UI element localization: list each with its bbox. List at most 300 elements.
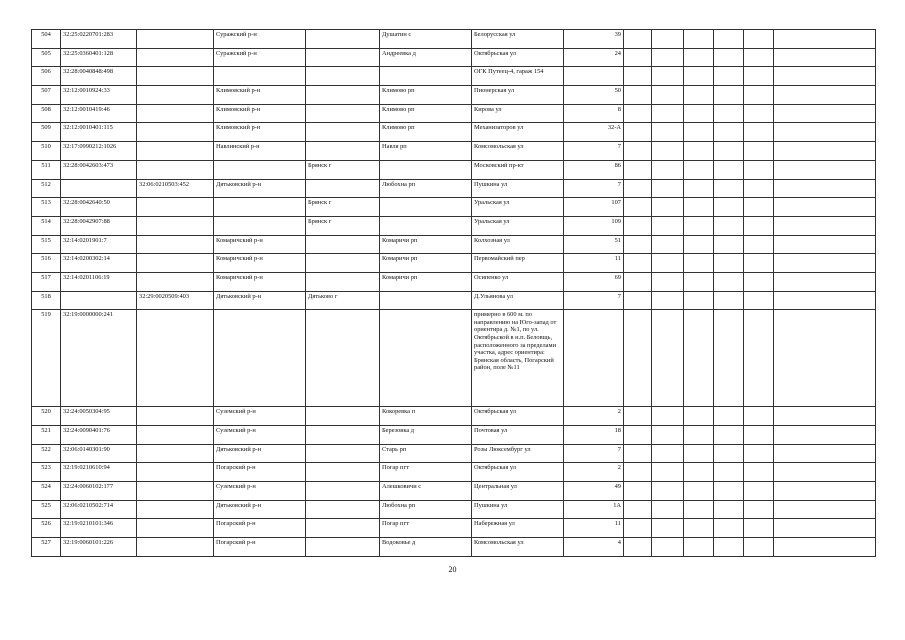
empty-cell [684,291,714,310]
empty-cell [774,482,876,501]
street-cell: Почтовая ул [472,426,564,445]
cadastral-number-alt-cell [137,86,214,105]
empty-cell [652,142,684,161]
row-number-cell: 506 [32,67,61,86]
empty-cell [744,216,774,235]
table-row [32,426,876,445]
locality-cell: Погар пгт [380,519,472,538]
house-number-cell: 11 [564,519,624,538]
table-row [32,235,876,254]
page-number: 20 [448,565,457,574]
empty-cell [624,538,652,557]
house-number-cell: 107 [564,198,624,217]
district-cell: Климовский р-н [214,123,306,142]
empty-cell [652,198,684,217]
city-cell: Брянск г [306,216,380,235]
row-number-cell: 518 [32,291,61,310]
empty-cell [714,407,744,426]
district-cell: Дятьковский р-н [214,179,306,198]
empty-cell [774,310,876,407]
cadastral-number-cell: 32:24:0050304:95 [61,407,137,426]
empty-cell [624,142,652,161]
house-number-cell: 1А [564,500,624,519]
empty-cell [684,444,714,463]
street-cell: примерно в 600 м. по направлению на Юго-запад от ориентира д. №1, по ул. Октябрьской в н.п. Беловщь, расположенного за пределами участка, адрес ориентира: Брянская область, Погарский район, поле №11 [472,310,564,407]
empty-cell [744,142,774,161]
empty-cell [684,500,714,519]
empty-cell [652,291,684,310]
empty-cell [744,179,774,198]
district-cell: Суражский р-н [214,30,306,49]
locality-cell: Душатин с [380,30,472,49]
house-number-cell: 2 [564,407,624,426]
house-number-cell: 69 [564,272,624,291]
city-cell [306,235,380,254]
street-cell: Центральная ул [472,482,564,501]
row-number-cell: 509 [32,123,61,142]
empty-cell [744,67,774,86]
empty-cell [652,254,684,273]
street-cell: Белорусская ул [472,30,564,49]
locality-cell [380,310,472,407]
locality-cell [380,216,472,235]
cadastral-number-alt-cell [137,482,214,501]
empty-cell [652,235,684,254]
cadastral-number-cell: 32:28:0042603:473 [61,160,137,179]
empty-cell [774,463,876,482]
cadastral-number-cell: 32:06:0210502:714 [61,500,137,519]
cadastral-number-alt-cell [137,254,214,273]
cadastral-number-alt-cell: 32:29:0020509:403 [137,291,214,310]
cadastral-number-cell: 32:12:0010401:115 [61,123,137,142]
empty-cell [774,30,876,49]
empty-cell [744,254,774,273]
empty-cell [652,310,684,407]
empty-cell [714,519,744,538]
empty-cell [774,254,876,273]
row-number-cell: 525 [32,500,61,519]
city-cell [306,104,380,123]
street-cell: Кирова ул [472,104,564,123]
empty-cell [714,30,744,49]
cadastral-number-alt-cell [137,104,214,123]
empty-cell [652,179,684,198]
empty-cell [744,30,774,49]
empty-cell [684,216,714,235]
empty-cell [744,272,774,291]
empty-cell [684,482,714,501]
table-row [32,48,876,67]
empty-cell [774,444,876,463]
cadastral-number-cell: 32:17:0990212:1026 [61,142,137,161]
empty-cell [624,291,652,310]
cadastral-number-alt-cell [137,67,214,86]
empty-cell [774,426,876,445]
empty-cell [652,482,684,501]
row-number-cell: 515 [32,235,61,254]
locality-cell: Березовка д [380,426,472,445]
city-cell [306,407,380,426]
empty-cell [774,235,876,254]
empty-cell [714,291,744,310]
empty-cell [684,426,714,445]
empty-cell [714,463,744,482]
locality-cell [380,291,472,310]
cadastral-number-alt-cell [137,216,214,235]
row-number-cell: 526 [32,519,61,538]
empty-cell [624,254,652,273]
cadastral-number-alt-cell [137,500,214,519]
row-number-cell: 517 [32,272,61,291]
district-cell: Комаричский р-н [214,235,306,254]
cadastral-number-cell: 32:28:0042640:50 [61,198,137,217]
city-cell [306,272,380,291]
street-cell: Набережная ул [472,519,564,538]
empty-cell [624,160,652,179]
cadastral-number-cell: 32:28:0042907:88 [61,216,137,235]
cadastral-number-cell: 32:14:0201901:7 [61,235,137,254]
district-cell: Суражский р-н [214,48,306,67]
row-number-cell: 522 [32,444,61,463]
house-number-cell: 11 [564,254,624,273]
row-number-cell: 504 [32,30,61,49]
cadastral-number-alt-cell [137,310,214,407]
locality-cell: Климово рп [380,104,472,123]
city-cell: Брянск г [306,198,380,217]
cadastral-number-alt-cell [137,272,214,291]
street-cell: Розы Люксембург ул [472,444,564,463]
cadastral-number-alt-cell [137,519,214,538]
house-number-cell: 39 [564,30,624,49]
empty-cell [624,123,652,142]
empty-cell [714,123,744,142]
empty-cell [774,272,876,291]
empty-cell [744,310,774,407]
city-cell [306,254,380,273]
city-cell [306,48,380,67]
city-cell [306,538,380,557]
cadastral-number-alt-cell [137,160,214,179]
cadastral-number-cell: 32:28:0040848:498 [61,67,137,86]
city-cell: Брянск г [306,160,380,179]
city-cell [306,86,380,105]
locality-cell: Любохна рп [380,500,472,519]
city-cell [306,463,380,482]
district-cell: Погарский р-н [214,538,306,557]
empty-cell [774,67,876,86]
house-number-cell: 4 [564,538,624,557]
locality-cell: Комаричи рп [380,235,472,254]
empty-cell [684,160,714,179]
locality-cell [380,198,472,217]
city-cell [306,482,380,501]
empty-cell [714,48,744,67]
empty-cell [624,48,652,67]
house-number-cell: 7 [564,444,624,463]
empty-cell [714,272,744,291]
house-number-cell: 109 [564,216,624,235]
locality-cell: Климово рп [380,123,472,142]
house-number-cell [564,310,624,407]
table-row [32,216,876,235]
empty-cell [744,463,774,482]
empty-cell [624,407,652,426]
empty-cell [624,463,652,482]
city-cell [306,500,380,519]
registry-table [31,29,876,557]
empty-cell [744,291,774,310]
cadastral-number-alt-cell [137,198,214,217]
district-cell: Климовский р-н [214,104,306,123]
row-number-cell: 527 [32,538,61,557]
empty-cell [684,86,714,105]
table-row [32,123,876,142]
cadastral-number-cell: 32:19:0060101:226 [61,538,137,557]
empty-cell [684,123,714,142]
table-row [32,160,876,179]
street-cell: Пушкина ул [472,500,564,519]
district-cell [214,67,306,86]
empty-cell [652,30,684,49]
cadastral-number-alt-cell [137,407,214,426]
cadastral-number-alt-cell [137,48,214,67]
street-cell: Октябрьская ул [472,48,564,67]
table-body [32,30,876,557]
house-number-cell [564,67,624,86]
empty-cell [774,538,876,557]
empty-cell [774,407,876,426]
cadastral-number-cell: 32:14:0201106:19 [61,272,137,291]
district-cell: Климовский р-н [214,86,306,105]
street-cell: Колхозная ул [472,235,564,254]
empty-cell [684,463,714,482]
empty-cell [714,216,744,235]
empty-cell [714,160,744,179]
empty-cell [714,426,744,445]
district-cell [214,198,306,217]
locality-cell: Навля рп [380,142,472,161]
empty-cell [774,519,876,538]
city-cell [306,310,380,407]
empty-cell [652,104,684,123]
cadastral-number-cell: 32:14:0200302:14 [61,254,137,273]
empty-cell [774,216,876,235]
cadastral-number-alt-cell [137,444,214,463]
city-cell [306,519,380,538]
empty-cell [652,86,684,105]
row-number-cell: 514 [32,216,61,235]
empty-cell [652,272,684,291]
house-number-cell: 7 [564,179,624,198]
cadastral-number-cell: 32:06:0140301:90 [61,444,137,463]
cadastral-number-cell: 32:25:0360401:128 [61,48,137,67]
empty-cell [624,104,652,123]
city-cell [306,142,380,161]
table-row [32,179,876,198]
empty-cell [774,86,876,105]
city-cell [306,426,380,445]
empty-cell [624,482,652,501]
house-number-cell: 24 [564,48,624,67]
empty-cell [652,407,684,426]
empty-cell [652,538,684,557]
empty-cell [684,198,714,217]
table-row [32,519,876,538]
table-row [32,104,876,123]
empty-cell [714,310,744,407]
empty-cell [652,160,684,179]
empty-cell [714,104,744,123]
district-cell: Погарский р-н [214,519,306,538]
empty-cell [624,179,652,198]
table-row [32,444,876,463]
empty-cell [652,123,684,142]
house-number-cell: 18 [564,426,624,445]
street-cell: Пушкина ул [472,179,564,198]
district-cell: Суземский р-н [214,407,306,426]
house-number-cell: 50 [564,86,624,105]
cadastral-number-alt-cell [137,463,214,482]
locality-cell: Алешковичи с [380,482,472,501]
city-cell [306,30,380,49]
empty-cell [684,48,714,67]
district-cell: Комаричский р-н [214,272,306,291]
table-row [32,482,876,501]
house-number-cell: 86 [564,160,624,179]
empty-cell [624,235,652,254]
empty-cell [744,482,774,501]
row-number-cell: 513 [32,198,61,217]
street-cell: Д.Ульянова ул [472,291,564,310]
locality-cell [380,67,472,86]
district-cell: Дятьковский р-н [214,291,306,310]
empty-cell [652,426,684,445]
cadastral-number-cell: 32:24:0090401:76 [61,426,137,445]
empty-cell [684,254,714,273]
cadastral-number-alt-cell [137,142,214,161]
cadastral-number-alt-cell: 32:06:0210503:452 [137,179,214,198]
district-cell [214,216,306,235]
district-cell: Дятьковский р-н [214,444,306,463]
house-number-cell: 7 [564,142,624,161]
house-number-cell: 51 [564,235,624,254]
empty-cell [774,104,876,123]
house-number-cell: 49 [564,482,624,501]
street-cell: Уральская ул [472,216,564,235]
row-number-cell: 511 [32,160,61,179]
locality-cell: Кокоревка п [380,407,472,426]
empty-cell [684,235,714,254]
table-row [32,538,876,557]
empty-cell [624,216,652,235]
empty-cell [744,104,774,123]
empty-cell [744,198,774,217]
table-row [32,500,876,519]
street-cell: Уральская ул [472,198,564,217]
empty-cell [714,254,744,273]
empty-cell [652,216,684,235]
cadastral-number-cell: 32:19:0210101:346 [61,519,137,538]
district-cell: Навлинский р-н [214,142,306,161]
empty-cell [652,463,684,482]
empty-cell [744,444,774,463]
row-number-cell: 508 [32,104,61,123]
street-cell: Комсомольская ул [472,538,564,557]
empty-cell [744,160,774,179]
cadastral-number-cell [61,179,137,198]
cadastral-number-alt-cell [137,426,214,445]
empty-cell [714,67,744,86]
district-cell: Суземский р-н [214,482,306,501]
empty-cell [744,426,774,445]
locality-cell: Водоковье д [380,538,472,557]
city-cell [306,444,380,463]
table-row [32,142,876,161]
table-row [32,463,876,482]
street-cell: Октябрьская ул [472,463,564,482]
locality-cell [380,160,472,179]
row-number-cell: 516 [32,254,61,273]
table-row [32,291,876,310]
empty-cell [684,30,714,49]
street-cell: Октябрьская ул [472,407,564,426]
empty-cell [652,519,684,538]
empty-cell [684,272,714,291]
empty-cell [744,519,774,538]
empty-cell [774,160,876,179]
cadastral-number-cell: 32:12:0010924:33 [61,86,137,105]
empty-cell [624,272,652,291]
empty-cell [624,30,652,49]
empty-cell [744,500,774,519]
district-cell: Комаричский р-н [214,254,306,273]
table-row [32,198,876,217]
empty-cell [774,198,876,217]
empty-cell [624,500,652,519]
empty-cell [744,86,774,105]
cadastral-number-alt-cell [137,538,214,557]
empty-cell [684,104,714,123]
empty-cell [684,179,714,198]
table-row [32,407,876,426]
city-cell: Дятьково г [306,291,380,310]
cadastral-number-cell: 32:19:0000000:241 [61,310,137,407]
cadastral-number-alt-cell [137,235,214,254]
street-cell: Комсомольская ул [472,142,564,161]
empty-cell [714,500,744,519]
empty-cell [774,142,876,161]
locality-cell: Климово рп [380,86,472,105]
cadastral-number-cell [61,291,137,310]
locality-cell: Комаричи рп [380,272,472,291]
empty-cell [684,310,714,407]
empty-cell [624,444,652,463]
locality-cell: Андреевка д [380,48,472,67]
cadastral-number-alt-cell [137,30,214,49]
empty-cell [714,86,744,105]
district-cell: Погарский р-н [214,463,306,482]
cadastral-number-alt-cell [137,123,214,142]
locality-cell: Погар пгт [380,463,472,482]
table-row [32,67,876,86]
city-cell [306,179,380,198]
row-number-cell: 520 [32,407,61,426]
district-cell [214,160,306,179]
row-number-cell: 524 [32,482,61,501]
empty-cell [774,179,876,198]
empty-cell [744,123,774,142]
row-number-cell: 505 [32,48,61,67]
